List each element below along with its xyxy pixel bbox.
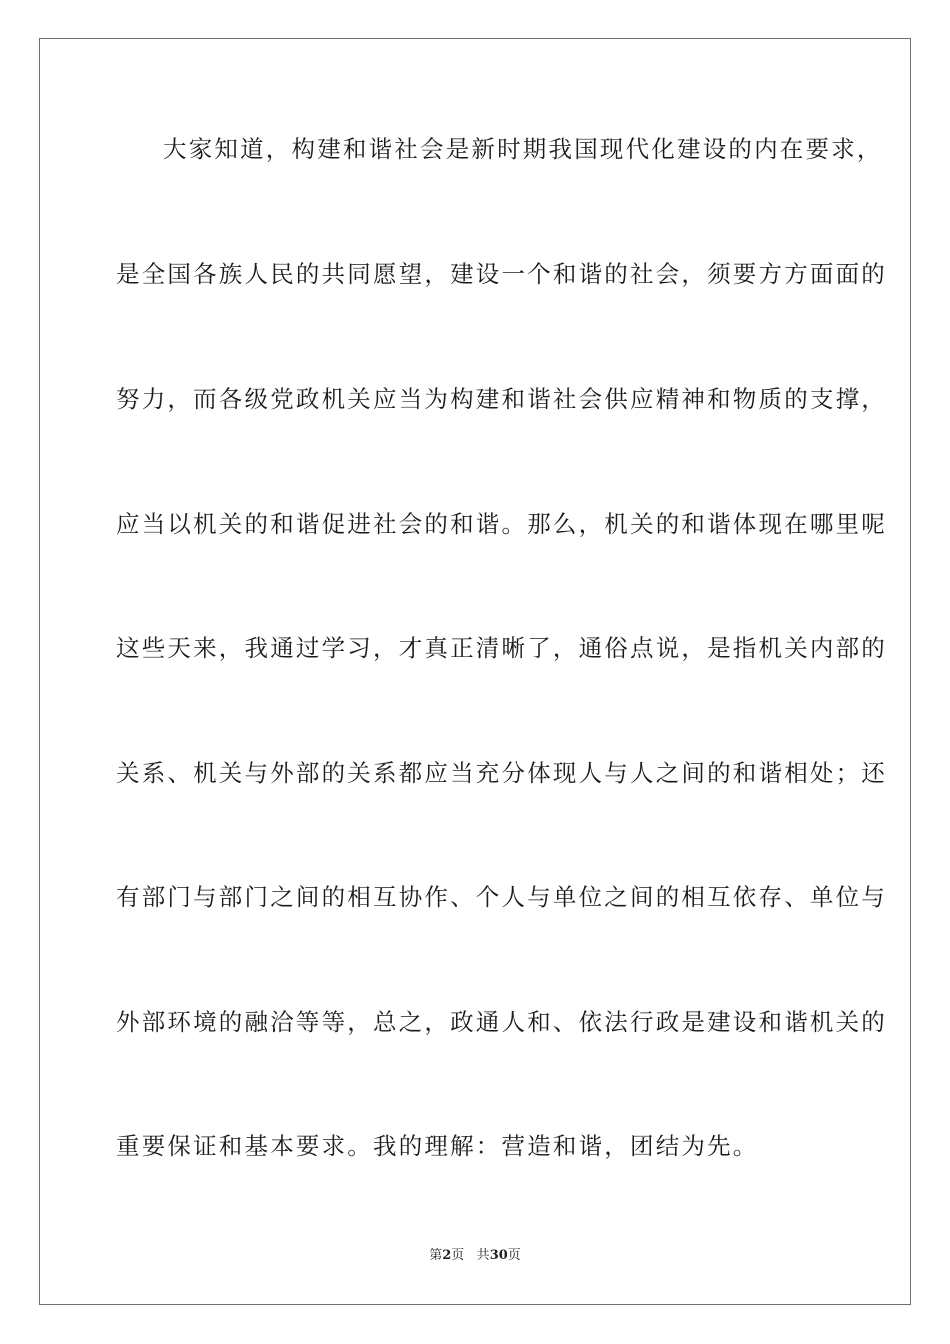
- page-number: 2: [442, 1248, 452, 1263]
- page-border: [39, 38, 911, 1305]
- paragraph-line-8: 外部环境的融洽等等，总之，政通人和、依法行政是建设和谐机关的: [116, 1008, 887, 1036]
- paragraph-line-3: 努力，而各级党政机关应当为构建和谐社会供应精神和物质的支撑，: [116, 385, 887, 413]
- paragraph-line-7: 有部门与部门之间的相互协作、个人与单位之间的相互依存、单位与: [116, 883, 887, 911]
- paragraph-line-9: 重要保证和基本要求。我的理解：营造和谐，团结为先。: [116, 1132, 759, 1160]
- paragraph-line-1: 大家知道，构建和谐社会是新时期我国现代化建设的内在要求，: [163, 135, 883, 163]
- total-suffix: 页: [507, 1248, 521, 1263]
- paragraph-line-4: 应当以机关的和谐促进社会的和谐。那么，机关的和谐体现在哪里呢: [116, 510, 887, 538]
- paragraph-line-2: 是全国各族人民的共同愿望，建设一个和谐的社会，须要方方面面的: [116, 260, 887, 288]
- page-footer: [0, 1247, 950, 1265]
- total-pages: 30: [489, 1248, 508, 1263]
- paragraph-line-6: 关系、机关与外部的关系都应当充分体现人与人之间的和谐相处；还: [116, 759, 887, 787]
- page-prefix: 第: [429, 1248, 443, 1263]
- total-prefix: 共: [476, 1248, 490, 1263]
- paragraph-line-5: 这些天来，我通过学习，才真正清晰了，通俗点说，是指机关内部的: [116, 634, 887, 662]
- page-suffix: 页: [451, 1248, 465, 1263]
